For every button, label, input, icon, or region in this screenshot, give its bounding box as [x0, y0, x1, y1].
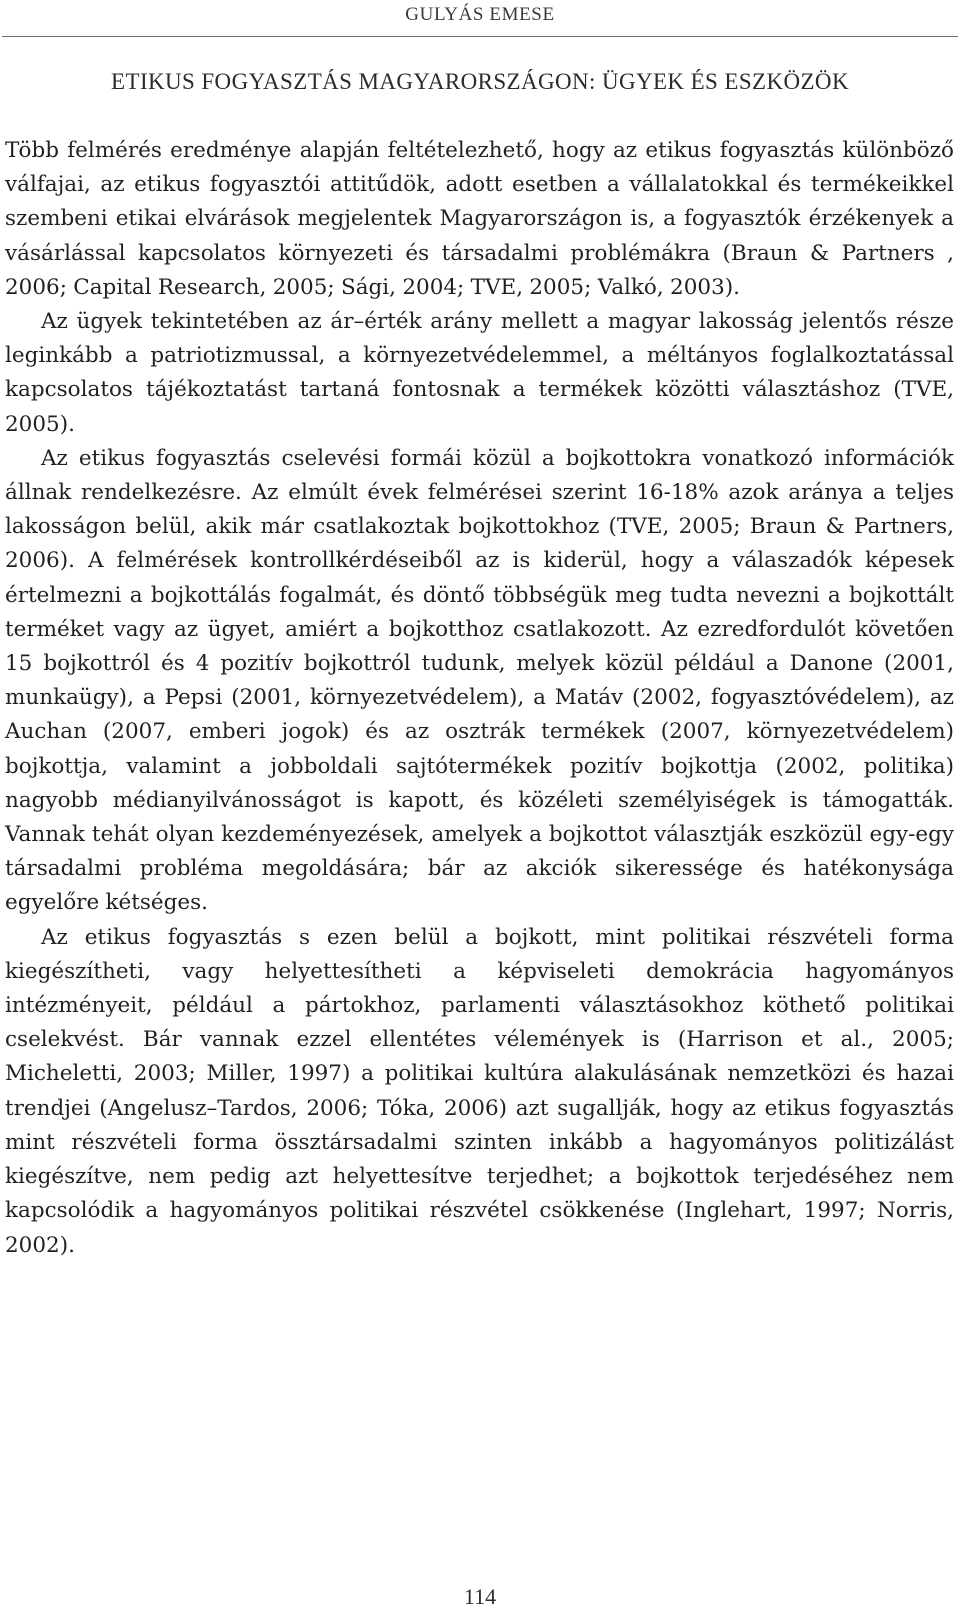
page-number: 114 [463, 1584, 497, 1609]
running-head: GULYÁS EMESE [405, 4, 555, 25]
article-title: ETIKUS FOGYASZTÁS MAGYARORSZÁGON: ÜGYEK ÉS ESZKÖZÖK [111, 69, 849, 94]
header-rule [2, 36, 958, 37]
article-body [5, 134, 954, 1263]
paragraph-2: Az ügyek tekintetében az ár–érték arány mellett a magyar lakosság jelentős része leginkább a patriotizmussal, a környezetvédelemmel, a méltányos foglalkoztatással kapcsolatos tájékoztatást tartaná fontosnak a termékek közötti választáshoz (TVE, 2005). [5, 309, 954, 437]
paragraph-1: Több felmérés eredménye alapján feltételezhető, hogy az etikus fogyasztás különböző válfajai, az etikus fogyasztói attitűdök, adott esetben a vállalatokkal és termékeikkel szembeni etikai elvárások megjelentek Magyarországon is, a fogyasztók érzékenyek a vásárlással kapcsolatos környezeti és társadalmi problémákra (Braun & Partners , 2006; Capital Research, 2005; Sági, 2004; TVE, 2005; Valkó, 2003). [5, 138, 954, 300]
paragraph-3: Az etikus fogyasztás cselevési formái közül a bojkottokra vonatkozó információk állnak rendelkezésre. Az elmúlt évek felmérései szerint 16-18% azok aránya a teljes lakosságon belül, akik már csatlakoztak bojkottokhoz (TVE, 2005; Braun & Partners, 2006). A felmérések kontrollkérdéseiből az is kiderül, hogy a válaszadók képesek értelmezni a bojkottálás fogalmát, és döntő többségük meg tudta nevezni a bojkottált terméket vagy az ügyet, amiért a bojkotthoz csatlakozott. Az ezredfordulót követően 15 bojkottról és 4 pozitív bojkottról tudunk, melyek közül például a Danone (2001, munkaügy), a Pepsi (2001, környezetvédelem), a Matáv (2002, fogyasztóvédelem), az Auchan (2007, emberi jogok) és az osztrák termékek (2007, környezetvédelem) bojkottja, valamint a jobboldali sajtótermékek pozitív bojkottja (2002, politika) nagyobb médianyilvánosságot is kapott, és közéleti személyiségek is támogatták. Vannak tehát olyan kezdeményezések, amelyek a bojkottot választják eszközül egy-egy társadalmi probléma megoldására; bár az akciók sikeressége és hatékonysága egyelőre kétséges. [5, 445, 954, 916]
paragraph-4: Az etikus fogyasztás s ezen belül a bojkott, mint politikai részvételi forma kiegészítheti, vagy helyettesítheti a képviseleti demokrácia hagyományos intézményeit, például a pártokhoz, parlamenti választásokhoz köthető politikai cselekvést. Bár vannak ezzel ellentétes vélemények is (Harrison et al., 2005; Micheletti, 2003; Miller, 1997) a politikai kultúra alakulásának nemzetközi és hazai trendjei (Angelusz–Tardos, 2006; Tóka, 2006) azt sugallják, hogy az etikus fogyasztás mint részvételi forma össztársadalmi szinten inkább a hagyományos politizálást kiegészítve, nem pedig azt helyettesítve terjedhet; a bojkottok terjedéséhez nem kapcsolódik a hagyományos politikai részvétel csökkenése (Inglehart, 1997; Norris, 2002). [5, 924, 954, 1258]
